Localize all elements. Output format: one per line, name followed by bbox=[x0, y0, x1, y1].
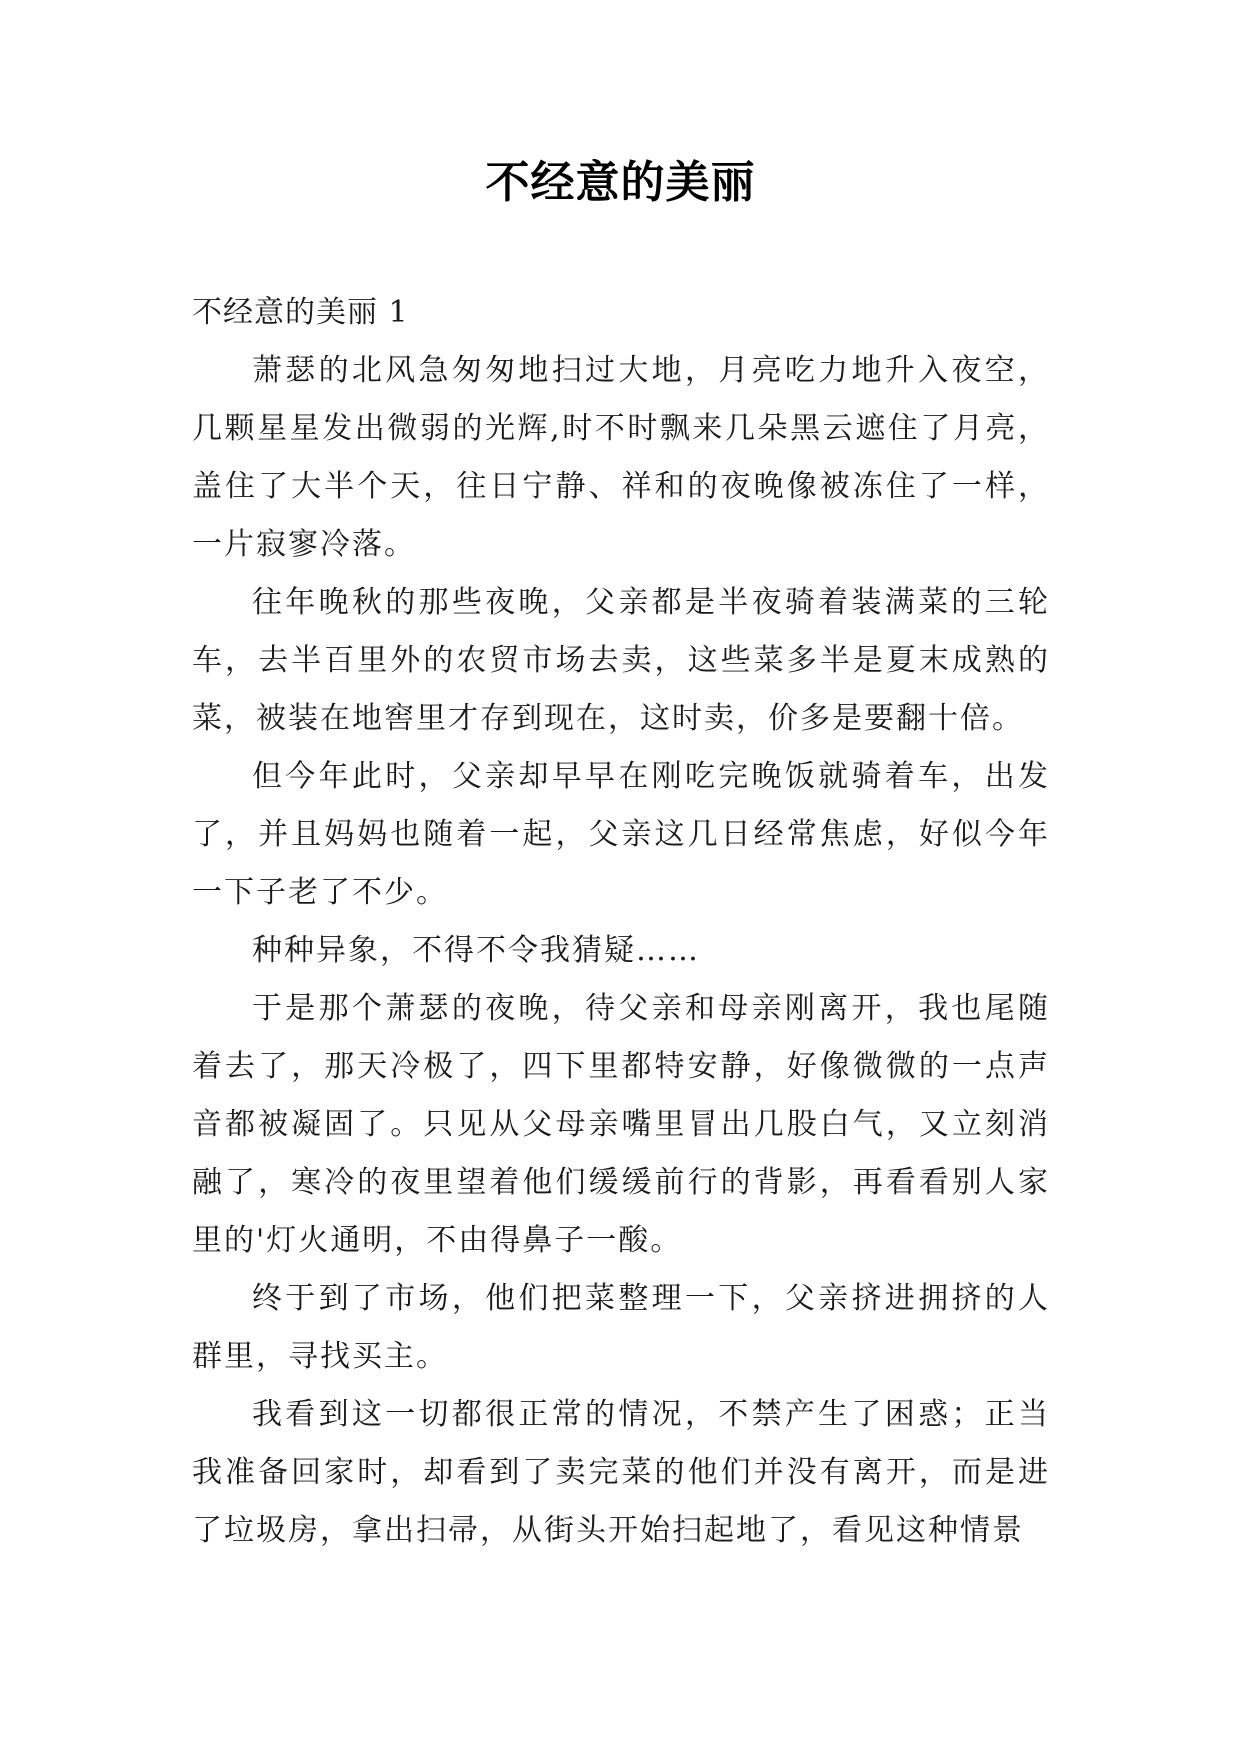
paragraph: 但今年此时，父亲却早早在刚吃完晚饭就骑着车，出发了，并且妈妈也随着一起，父亲这几日经常焦虑，好似今年一下子老了不少。 bbox=[192, 759, 1050, 910]
paragraph: 于是那个萧瑟的夜晚，待父亲和母亲刚离开，我也尾随着去了，那天冷极了，四下里都特安静，好像微微的一点声音都被凝固了。只见从父母亲嘴里冒出几股白气，又立刻消融了，寒冷的夜里望着他们缓缓前行的背影，再看看别人家里的'灯火通明，不由得鼻子一酸。 bbox=[192, 991, 1050, 1258]
paragraph: 种种异象，不得不令我猜疑…… bbox=[252, 933, 700, 968]
paragraph: 终于到了市场，他们把菜整理一下，父亲挤进拥挤的人群里，寻找买主。 bbox=[192, 1281, 1050, 1374]
document-title: 不经意的美丽 bbox=[485, 157, 756, 208]
paragraph: 我看到这一切都很正常的情况，不禁产生了困惑；正当我准备回家时，却看到了卖完菜的他们并没有离开，而是进了垃圾房，拿出扫帚，从街头开始扫起地了，看见这种情景 bbox=[192, 1397, 1050, 1548]
section-heading: 不经意的美丽 1 bbox=[192, 295, 409, 330]
document-body bbox=[192, 284, 1050, 1560]
paragraph: 往年晚秋的那些夜晚，父亲都是半夜骑着装满菜的三轮车，去半百里外的农贸市场去卖，这些菜多半是夏末成熟的菜，被装在地窖里才存到现在，这时卖，价多是要翻十倍。 bbox=[192, 585, 1050, 736]
paragraph: 萧瑟的北风急匆匆地扫过大地，月亮吃力地升入夜空，几颗星星发出微弱的光辉,时不时飘来几朵黑云遮住了月亮，盖住了大半个天，往日宁静、祥和的夜晚像被冻住了一样，一片寂寥冷落。 bbox=[192, 353, 1050, 562]
